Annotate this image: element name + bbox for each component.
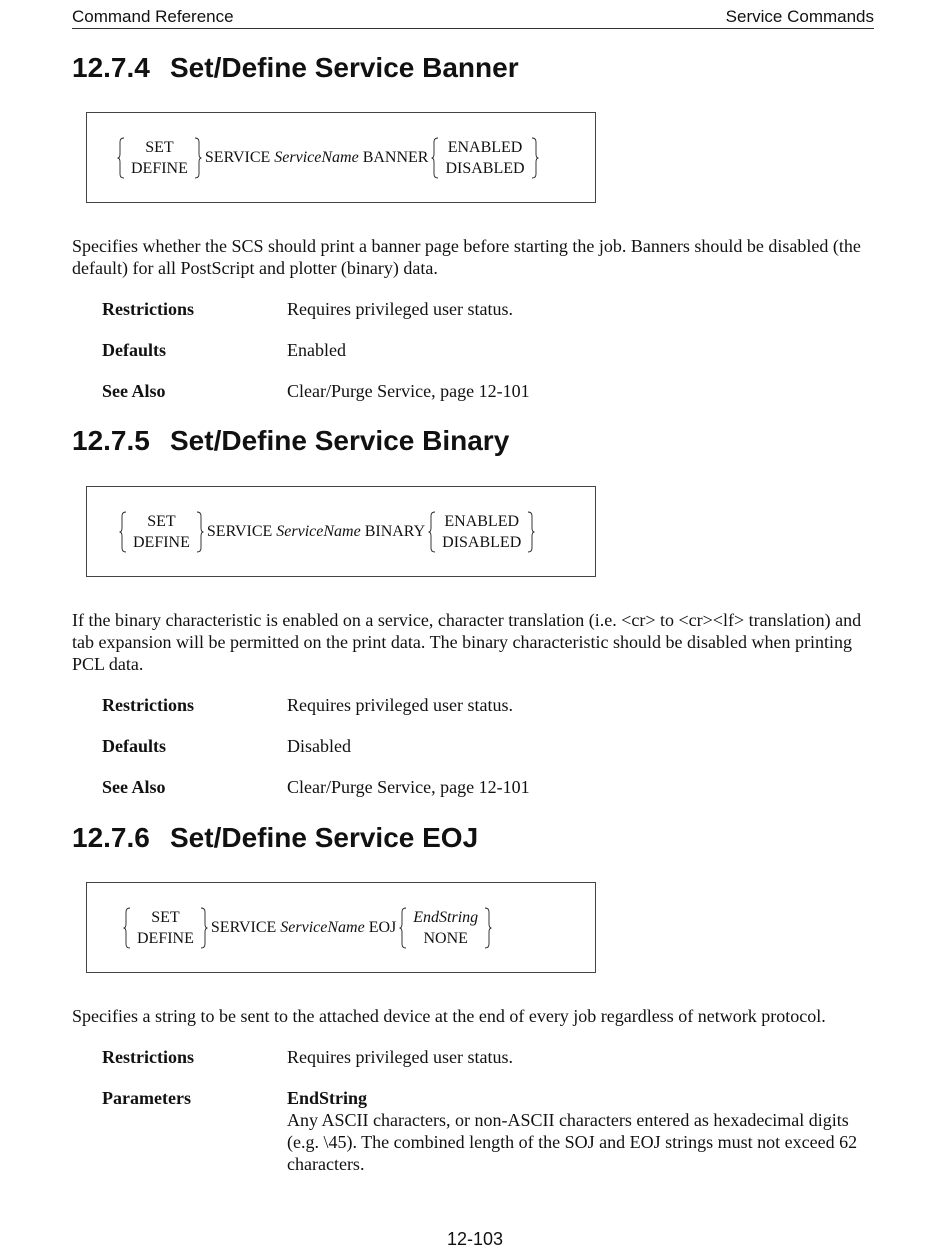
value-options	[439, 137, 530, 179]
syntax-diagram	[123, 883, 492, 972]
section-number: 12.7.6	[72, 822, 150, 853]
syntax-box-eoj	[86, 882, 596, 973]
left-brace-icon	[123, 907, 131, 949]
syntax-param: ServiceName	[276, 522, 361, 540]
command-options	[127, 511, 196, 553]
row-value: Clear/Purge Service, page 12-101	[287, 777, 530, 797]
option-disabled: DISABLED	[445, 159, 525, 177]
option-define: DEFINE	[137, 929, 194, 947]
option-none: NONE	[423, 929, 468, 947]
right-brace-icon	[527, 511, 535, 553]
option-set: SET	[151, 908, 180, 926]
section-description: If the binary characteristic is enabled on a service, character translation (i.e. <cr> to <cr><lf> translation) and tab expansion will be permitted on the print data. The binary characteristic should be disabled when printing PCL data.	[72, 610, 862, 674]
command-options	[131, 907, 200, 949]
page-number: 12-103	[446, 1229, 504, 1249]
row-value: Requires privileged user status.	[287, 299, 513, 319]
row-value	[287, 1087, 877, 1175]
right-brace-icon	[200, 907, 208, 949]
row-label: Defaults	[102, 736, 166, 756]
option-define: DEFINE	[133, 533, 190, 551]
syntax-keyword: SERVICE ServiceName BANNER	[204, 148, 429, 166]
row-label: Defaults	[102, 340, 166, 360]
row-value: Requires privileged user status.	[287, 1047, 513, 1067]
section-heading-eoj	[72, 822, 478, 854]
syntax-box-binary	[86, 486, 596, 577]
row-value: Clear/Purge Service, page 12-101	[287, 381, 530, 401]
section-title: Set/Define Service Banner	[170, 52, 519, 83]
row-label: Restrictions	[102, 695, 194, 715]
right-brace-icon	[484, 907, 492, 949]
section-heading-binary	[72, 425, 509, 457]
command-options	[125, 137, 194, 179]
header-right-title: Service Commands	[725, 7, 874, 26]
section-title: Set/Define Service EOJ	[170, 822, 479, 853]
section-description: Specifies whether the SCS should print a banner page before starting the job. Banners should be disabled (the default) for all PostScript and plotter (binary) data.	[72, 236, 861, 278]
option-disabled: DISABLED	[442, 533, 522, 551]
right-brace-icon	[194, 137, 202, 179]
value-options	[407, 907, 484, 949]
right-brace-icon	[531, 137, 539, 179]
option-set: SET	[147, 512, 176, 530]
section-title: Set/Define Service Binary	[170, 425, 510, 456]
row-label: Restrictions	[102, 1047, 194, 1067]
section-heading-banner	[72, 52, 519, 84]
row-label: Parameters	[102, 1088, 191, 1108]
option-enabled: ENABLED	[447, 138, 523, 156]
row-label: Restrictions	[102, 299, 194, 319]
syntax-box-banner	[86, 112, 596, 203]
left-brace-icon	[428, 511, 436, 553]
left-brace-icon	[117, 137, 125, 179]
row-value: Enabled	[287, 340, 346, 360]
running-header	[72, 7, 874, 29]
option-define: DEFINE	[131, 159, 188, 177]
syntax-keyword: SERVICE ServiceName BINARY	[206, 522, 426, 540]
section-description: Specifies a string to be sent to the attached device at the end of every job regardless of network protocol.	[72, 1006, 826, 1026]
syntax-param: ServiceName	[274, 148, 359, 166]
section-number: 12.7.4	[72, 52, 150, 83]
option-enabled: ENABLED	[444, 512, 520, 530]
left-brace-icon	[431, 137, 439, 179]
row-value: Requires privileged user status.	[287, 695, 513, 715]
value-options	[436, 511, 527, 553]
option-endstring: EndString	[413, 908, 479, 926]
row-value: Disabled	[287, 736, 351, 756]
left-brace-icon	[119, 511, 127, 553]
parameter-name: EndString	[287, 1088, 368, 1108]
syntax-diagram	[117, 113, 539, 202]
row-label: See Also	[102, 381, 166, 401]
syntax-param: ServiceName	[280, 918, 365, 936]
section-number: 12.7.5	[72, 425, 150, 456]
option-set: SET	[145, 138, 174, 156]
syntax-diagram	[119, 487, 535, 576]
right-brace-icon	[196, 511, 204, 553]
row-label: See Also	[102, 777, 166, 797]
parameter-description: Any ASCII characters, or non-ASCII characters entered as hexadecimal digits (e.g. \45). The combined length of the SOJ and EOJ strings must not exceed 62 characters.	[287, 1110, 858, 1174]
syntax-keyword: SERVICE ServiceName EOJ	[210, 918, 397, 936]
left-brace-icon	[399, 907, 407, 949]
header-left-title: Command Reference	[72, 7, 234, 26]
